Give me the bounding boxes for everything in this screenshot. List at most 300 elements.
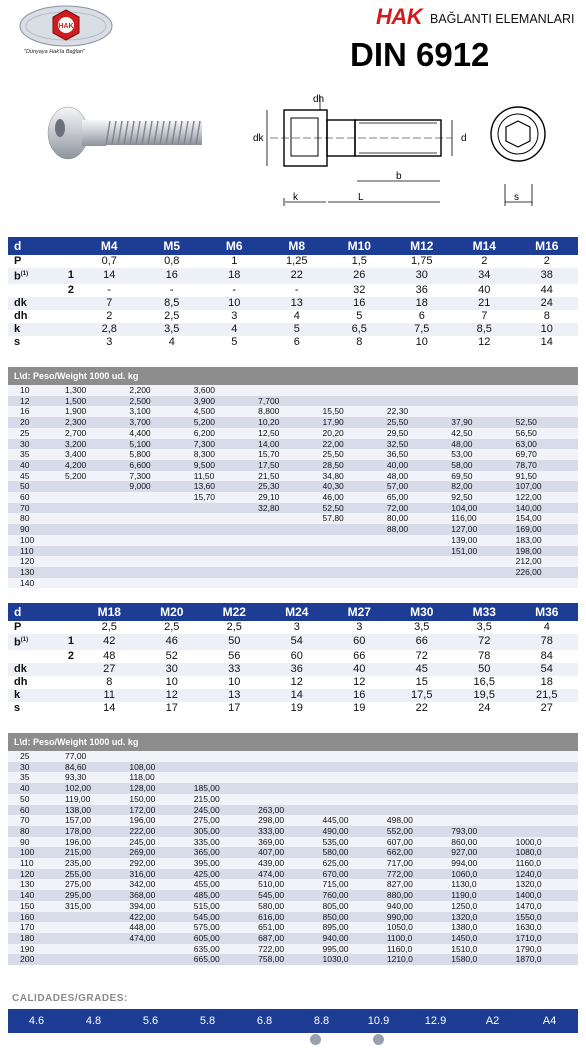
length-cell: 60 (8, 492, 63, 503)
property-value: 18 (540, 675, 553, 688)
weight-cell: 15,70 (256, 449, 320, 460)
weight-cell (63, 912, 127, 923)
weight-cell (449, 772, 513, 783)
length-cell: 130 (8, 567, 63, 578)
weight-cell: 1000,0 (514, 837, 578, 848)
weight-row (8, 417, 578, 428)
weight-cell: 3,700 (127, 417, 191, 428)
weight-cell: 128,00 (127, 783, 191, 794)
weight-cell: 805,00 (321, 901, 385, 912)
weight-cell: 368,00 (127, 890, 191, 901)
weight-cell: 1250,0 (449, 901, 513, 912)
weight-cell: 1790,0 (514, 944, 578, 955)
weight-cell: 46,00 (321, 492, 385, 503)
property-row (8, 255, 578, 268)
weight-row (8, 954, 578, 965)
property-value: 66 (391, 634, 454, 650)
property-value: 6,5 (328, 323, 391, 336)
weight-cell: 422,00 (127, 912, 191, 923)
weight-cell: 25,50 (321, 449, 385, 460)
length-cell: 40 (8, 460, 63, 471)
length-cell: 100 (8, 535, 63, 546)
length-cell: 20 (8, 417, 63, 428)
label-L: L (358, 192, 364, 203)
weight-cell: 580,00 (256, 901, 320, 912)
length-cell: 130 (8, 879, 63, 890)
weight-row (8, 406, 578, 417)
weight-rows (8, 751, 578, 965)
weight-row (8, 524, 578, 535)
weight-cell (256, 535, 320, 546)
property-label: dh (14, 309, 28, 322)
length-cell: 70 (8, 503, 63, 514)
weight-cell: 474,00 (256, 869, 320, 880)
property-value: 4 (293, 309, 300, 322)
weight-cell: 1510,0 (449, 944, 513, 955)
weight-cell: 1,300 (63, 385, 127, 396)
property-value: 4 (203, 323, 266, 336)
weight-cell (127, 503, 191, 514)
property-value: 17 (165, 701, 178, 714)
weight-cell (321, 385, 385, 396)
weight-cell: 305,00 (192, 826, 256, 837)
grade-item: A4 (542, 1015, 557, 1027)
weight-cell: 292,00 (127, 858, 191, 869)
label-dh: dh (313, 94, 325, 105)
weight-cell: 1470,0 (514, 901, 578, 912)
weight-cell: 1130,0 (449, 879, 513, 890)
weight-cell: 92,50 (449, 492, 513, 503)
logo-text: HAK (58, 23, 74, 30)
property-value: 3 (293, 621, 300, 633)
property-value: 14 (103, 701, 116, 714)
property-value: 8,5 (141, 297, 204, 310)
weight-cell: 263,00 (256, 805, 320, 816)
property-value: 16,5 (473, 675, 495, 688)
weight-cell: 63,00 (514, 439, 578, 450)
weight-cell: 1550,0 (514, 912, 578, 923)
grade-item: A2 (485, 1015, 500, 1027)
property-value: 10 (165, 675, 178, 688)
property-rows (8, 621, 578, 715)
property-value: 40 (478, 283, 491, 296)
weight-cell: 715,00 (321, 879, 385, 890)
weight-cell: 32,50 (385, 439, 449, 450)
weight-cell: 255,00 (63, 869, 127, 880)
weight-cell: 3,100 (127, 406, 191, 417)
weight-cell: 717,00 (385, 858, 449, 869)
weight-cell: 687,00 (256, 933, 320, 944)
weight-cell: 990,00 (385, 912, 449, 923)
property-value: 19,5 (453, 689, 516, 702)
length-cell: 140 (8, 890, 63, 901)
table-header-row (8, 603, 578, 621)
weight-cell: 17,90 (321, 417, 385, 428)
weight-cell: 154,00 (514, 513, 578, 524)
property-value: 54 (516, 663, 579, 676)
weight-cell: 122,00 (514, 492, 578, 503)
weight-cell: 298,00 (256, 815, 320, 826)
weight-cell: 40,30 (321, 481, 385, 492)
weight-cell (449, 815, 513, 826)
property-value: 8 (106, 675, 113, 688)
size-col: M5 (141, 237, 204, 255)
weight-cell: 1580,0 (449, 954, 513, 965)
label-b: b (396, 171, 402, 182)
weight-cell (127, 513, 191, 524)
weight-row (8, 762, 578, 773)
weight-row (8, 460, 578, 471)
weight-cell (514, 396, 578, 407)
property-sublabel (38, 676, 78, 689)
weight-row (8, 556, 578, 567)
weight-cell: 151,00 (449, 546, 513, 557)
weight-table-title: L\d: Peso/Weight 1000 ud. kg (8, 733, 578, 751)
property-sublabel (38, 702, 78, 715)
weight-cell: 1630,0 (514, 922, 578, 933)
weight-cell (192, 556, 256, 567)
weight-cell: 2,500 (127, 396, 191, 407)
weight-cell: 28,50 (321, 460, 385, 471)
weight-cell: 72,00 (385, 503, 449, 514)
weight-cell: 58,00 (449, 460, 513, 471)
property-value: 46 (141, 634, 204, 650)
weight-row (8, 492, 578, 503)
weight-cell: 3,900 (192, 396, 256, 407)
weight-cell: 34,80 (321, 471, 385, 482)
size-col: M8 (266, 237, 329, 255)
property-value: 15 (415, 675, 428, 688)
weight-cell (385, 396, 449, 407)
weight-cell (192, 535, 256, 546)
property-value: - (169, 283, 174, 296)
weight-cell: 616,00 (256, 912, 320, 923)
weight-row (8, 449, 578, 460)
weight-row (8, 815, 578, 826)
weight-cell (321, 805, 385, 816)
weight-cell: 42,50 (449, 428, 513, 439)
property-value: 42 (78, 634, 141, 650)
weight-cell: 860,00 (449, 837, 513, 848)
weight-cell (514, 762, 578, 773)
property-value: 11 (78, 689, 141, 702)
weight-cell (321, 524, 385, 535)
weight-cell (63, 922, 127, 933)
weight-cell: 295,00 (63, 890, 127, 901)
property-row (8, 621, 578, 634)
length-cell: 35 (8, 772, 63, 783)
weight-row (8, 783, 578, 794)
weight-cell: 172,00 (127, 805, 191, 816)
property-value: 3,5 (141, 323, 204, 336)
weight-row (8, 546, 578, 557)
property-row (8, 663, 578, 676)
weight-cell (385, 751, 449, 762)
property-sublabel (38, 689, 78, 702)
property-label: $b^{(1)}$ (8, 268, 38, 284)
grade-marker-dot (310, 1034, 321, 1045)
property-row (8, 297, 578, 310)
length-cell: 25 (8, 428, 63, 439)
property-label: dk (8, 297, 38, 310)
dimensions-table-m4-m16 (8, 237, 578, 349)
weight-cell (514, 826, 578, 837)
weight-row (8, 922, 578, 933)
weight-cell: 2,300 (63, 417, 127, 428)
property-value: 30 (391, 268, 454, 284)
weight-cell (321, 762, 385, 773)
property-value: 2 (481, 255, 488, 267)
weight-cell: 316,00 (127, 869, 191, 880)
property-value: 27 (78, 663, 141, 676)
weight-cell: 138,00 (63, 805, 127, 816)
property-label: P (14, 621, 22, 633)
length-cell: 180 (8, 933, 63, 944)
property-row (8, 650, 578, 663)
weight-cell: 9,000 (127, 481, 191, 492)
weight-cell (256, 762, 320, 773)
weight-cell (256, 546, 320, 557)
weight-cell (192, 524, 256, 535)
weight-cell: 510,00 (256, 879, 320, 890)
property-value: 0,8 (164, 255, 180, 267)
size-col: M22 (203, 603, 266, 621)
weight-cell: 52,50 (321, 503, 385, 514)
weight-cell (192, 762, 256, 773)
weight-cell: 196,00 (127, 815, 191, 826)
weight-cell: 9,500 (192, 460, 256, 471)
property-value: 50 (453, 663, 516, 676)
weight-cell: 4,400 (127, 428, 191, 439)
property-value: 8 (356, 335, 363, 348)
weight-cell: 552,00 (385, 826, 449, 837)
property-value: 24 (516, 297, 579, 310)
weight-row (8, 772, 578, 783)
weight-cell: 6,600 (127, 460, 191, 471)
property-value: 7,5 (391, 323, 454, 336)
weights-table-m18-m36 (8, 733, 578, 965)
weight-cell (127, 567, 191, 578)
property-row (8, 676, 578, 689)
weight-cell: 665,00 (192, 954, 256, 965)
weight-cell (256, 567, 320, 578)
weight-cell: 545,00 (192, 912, 256, 923)
grade-item: 4.6 (28, 1015, 45, 1027)
size-col: M6 (203, 237, 266, 255)
weight-cell: 140,00 (514, 503, 578, 514)
weight-cell: 1,900 (63, 406, 127, 417)
weight-cell (192, 751, 256, 762)
size-col: M24 (266, 603, 329, 621)
brand-subtitle: BAĞLANTI ELEMANLARI (430, 12, 575, 26)
weight-cell: 245,00 (127, 837, 191, 848)
weight-cell (192, 567, 256, 578)
property-value: - (232, 283, 237, 296)
property-value: 2,5 (164, 309, 180, 322)
weight-cell (127, 556, 191, 567)
property-row (8, 310, 578, 323)
length-cell: 90 (8, 524, 63, 535)
weight-cell: 127,00 (449, 524, 513, 535)
weight-cell: 52,50 (514, 417, 578, 428)
weight-cell: 1060,0 (449, 869, 513, 880)
property-sublabel: 1 (38, 268, 78, 284)
weight-cell (256, 772, 320, 783)
weight-cell (514, 772, 578, 783)
length-cell: 30 (8, 439, 63, 450)
weight-cell: 1710,0 (514, 933, 578, 944)
weight-cell: 1870,0 (514, 954, 578, 965)
weight-cell: 7,300 (192, 439, 256, 450)
size-col: M10 (328, 237, 391, 255)
weight-cell (256, 783, 320, 794)
size-header: d (8, 603, 78, 621)
weight-row (8, 471, 578, 482)
length-cell: 110 (8, 546, 63, 557)
weight-cell: 474,00 (127, 933, 191, 944)
property-value: 36 (266, 663, 329, 676)
technical-drawing (267, 96, 545, 206)
weight-cell: 56,50 (514, 428, 578, 439)
weight-cell: 157,00 (63, 815, 127, 826)
weight-cell: 1,500 (63, 396, 127, 407)
weight-cell (514, 385, 578, 396)
property-value: 14 (540, 335, 553, 348)
weight-cell (127, 944, 191, 955)
weight-cell: 215,00 (192, 794, 256, 805)
weight-cell (385, 556, 449, 567)
property-sublabel (38, 310, 78, 323)
weight-cell: 662,00 (385, 847, 449, 858)
weight-cell (449, 762, 513, 773)
weight-rows (8, 385, 578, 588)
property-value: 7 (78, 297, 141, 310)
weight-cell: 4,200 (63, 460, 127, 471)
weight-cell (63, 944, 127, 955)
weight-cell: 394,00 (127, 901, 191, 912)
weight-cell: 827,00 (385, 879, 449, 890)
weight-cell: 1160,0 (385, 944, 449, 955)
property-value: 1,75 (411, 255, 433, 267)
property-value: 3 (106, 335, 113, 348)
property-label: P (14, 255, 22, 267)
property-label: k (8, 323, 38, 336)
property-value: 4 (168, 335, 175, 348)
weight-cell: 315,00 (63, 901, 127, 912)
weight-cell (449, 794, 513, 805)
label-k: k (293, 192, 298, 203)
property-value: 54 (266, 634, 329, 650)
weight-cell: 1190,0 (449, 890, 513, 901)
weight-cell (256, 385, 320, 396)
property-value: 2 (543, 255, 550, 267)
weight-row (8, 439, 578, 450)
weight-cell: 12,50 (256, 428, 320, 439)
length-cell: 12 (8, 396, 63, 407)
weight-cell (321, 794, 385, 805)
weight-row (8, 901, 578, 912)
weight-cell (385, 762, 449, 773)
property-value: 12 (353, 675, 366, 688)
property-sublabel: 1 (38, 634, 78, 650)
property-value: 8 (543, 309, 550, 322)
label-s: s (514, 192, 519, 203)
weight-cell: 108,00 (127, 762, 191, 773)
weight-cell: 4,500 (192, 406, 256, 417)
weight-cell: 940,00 (321, 933, 385, 944)
weight-cell (256, 513, 320, 524)
property-value: 10 (203, 297, 266, 310)
weight-cell (127, 578, 191, 589)
weight-cell (514, 406, 578, 417)
weight-cell: 104,00 (449, 503, 513, 514)
property-value: 3,5 (476, 621, 492, 633)
weight-cell: 11,50 (192, 471, 256, 482)
property-label: k (8, 689, 38, 702)
weight-cell: 84,60 (63, 762, 127, 773)
property-value: 60 (290, 649, 303, 662)
property-value: 72 (453, 634, 516, 650)
weight-row (8, 879, 578, 890)
weight-cell: 212,00 (514, 556, 578, 567)
weight-cell (449, 751, 513, 762)
property-value: 78 (478, 649, 491, 662)
property-value: 38 (516, 268, 579, 284)
property-value: 4 (543, 621, 550, 633)
property-sublabel (38, 663, 78, 676)
property-value: 19 (290, 701, 303, 714)
length-cell: 10 (8, 385, 63, 396)
length-cell: 200 (8, 954, 63, 965)
weight-cell: 15,70 (192, 492, 256, 503)
property-value: 22 (266, 268, 329, 284)
weight-cell: 445,00 (321, 815, 385, 826)
label-dk: dk (253, 133, 264, 144)
grade-item: 12.9 (424, 1015, 447, 1027)
weight-cell: 940,00 (385, 901, 449, 912)
weight-cell: 20,20 (321, 428, 385, 439)
weight-cell (514, 578, 578, 589)
length-cell: 16 (8, 406, 63, 417)
weight-cell: 1320,0 (449, 912, 513, 923)
property-label: $b^{(1)}$ (8, 634, 38, 650)
property-value: 16 (141, 268, 204, 284)
property-value: 8,5 (453, 323, 516, 336)
weight-cell (63, 954, 127, 965)
property-label (8, 284, 38, 297)
weight-cell: 10,20 (256, 417, 320, 428)
weight-cell: 25,30 (256, 481, 320, 492)
property-row (8, 702, 578, 715)
property-value: 66 (353, 649, 366, 662)
weight-cell (385, 546, 449, 557)
property-value: 12 (290, 675, 303, 688)
length-cell: 150 (8, 901, 63, 912)
weight-cell: 48,00 (385, 471, 449, 482)
weight-cell (63, 556, 127, 567)
weight-cell: 57,80 (321, 513, 385, 524)
length-cell: 40 (8, 783, 63, 794)
size-col: M33 (453, 603, 516, 621)
weight-cell: 8,300 (192, 449, 256, 460)
property-value: 2 (106, 309, 113, 322)
weight-cell: 36,50 (385, 449, 449, 460)
grade-item: 6.8 (256, 1015, 273, 1027)
weight-cell (63, 535, 127, 546)
screw-photo (48, 107, 202, 159)
property-value: 5 (266, 323, 329, 336)
screw-figure (0, 88, 586, 230)
